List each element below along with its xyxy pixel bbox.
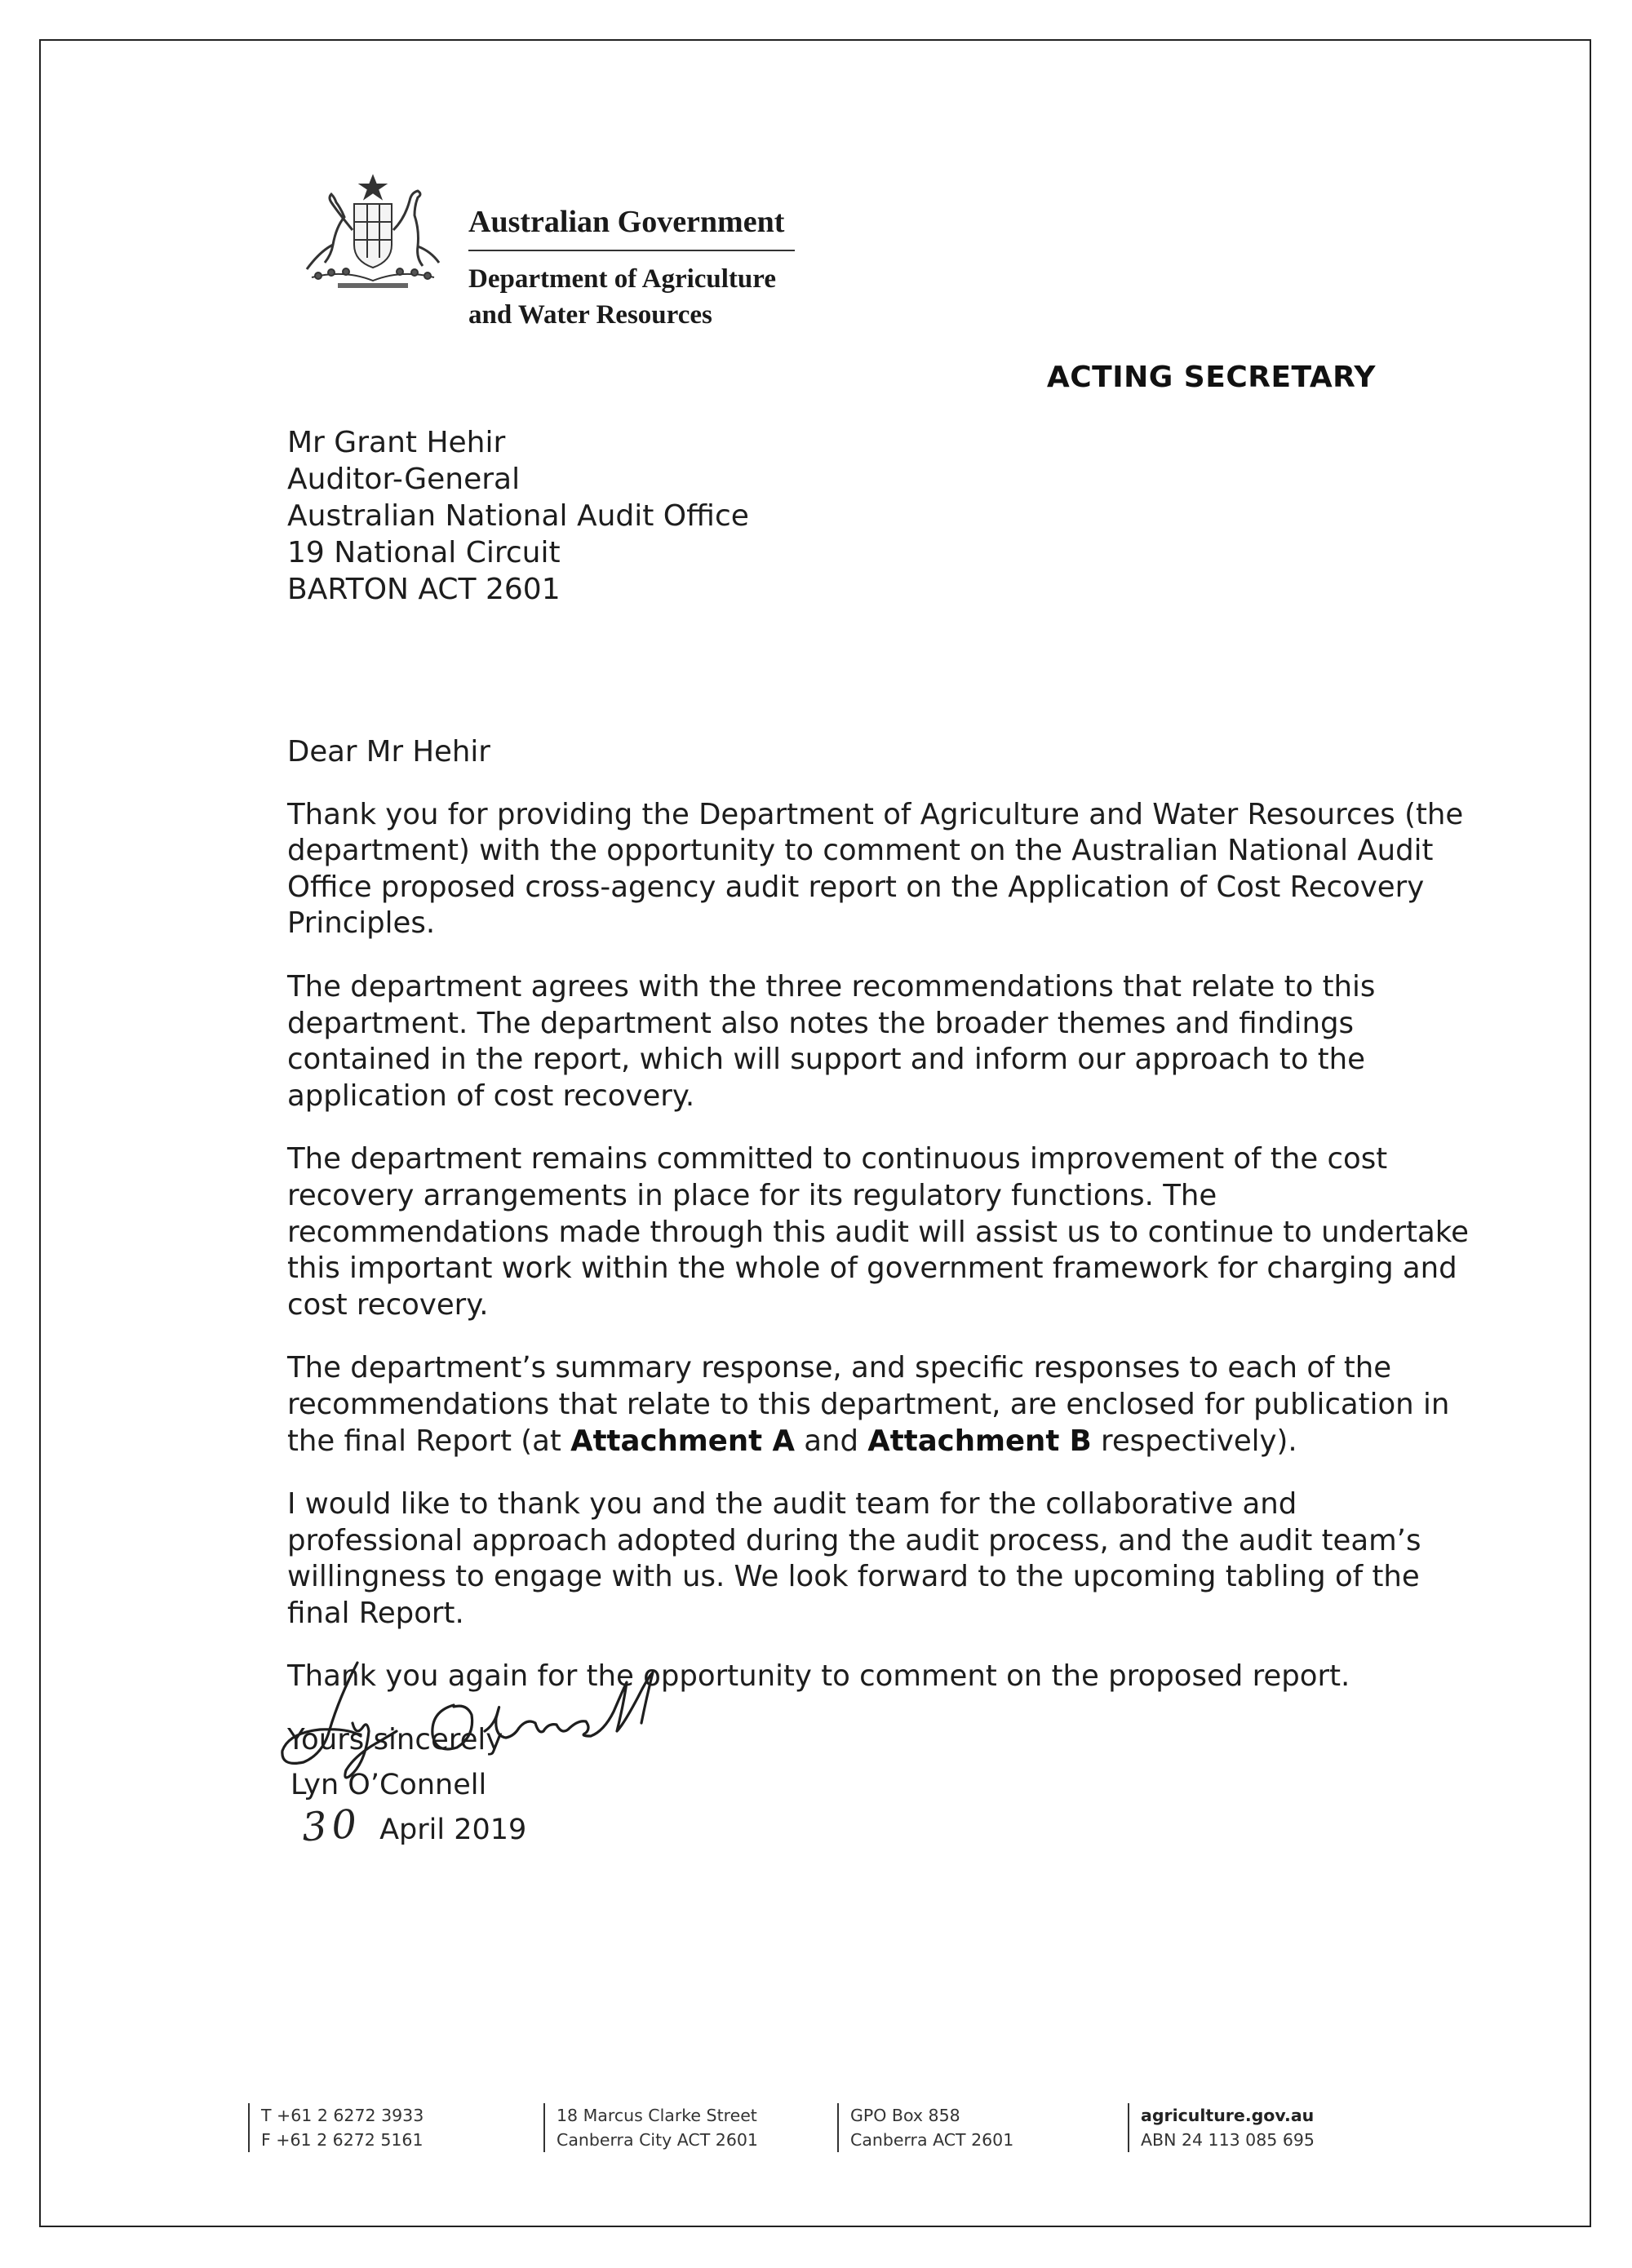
- recipient-address: [287, 424, 749, 608]
- government-title: Australian Government: [468, 205, 785, 239]
- recipient-street: 19 National Circuit: [287, 536, 561, 569]
- handwritten-signature: [261, 1640, 751, 1787]
- paragraph-4-and: and: [794, 1424, 868, 1458]
- closing: Yours sincerely: [287, 1723, 503, 1757]
- footer-postal-city: Canberra ACT 2601: [850, 2130, 1014, 2150]
- paragraph-4-suffix: respectively).: [1091, 1424, 1297, 1458]
- paragraph-6: Thank you again for the opportunity to comment on the proposed report.: [287, 1659, 1350, 1694]
- footer-contact: [248, 2103, 424, 2152]
- footer-postal: GPO Box 858: [850, 2106, 960, 2125]
- recipient-position: Auditor-General: [287, 463, 521, 496]
- footer-street-address: [543, 2103, 758, 2152]
- footer-web: [1128, 2103, 1315, 2152]
- paragraph-4-prefix: The department’s summary response, and specific responses to each of the recommendations that relate to this department, are enclosed for publication in the final Report (at: [287, 1351, 1450, 1458]
- footer-postal-address: [837, 2103, 1013, 2152]
- letter-date: [302, 1803, 526, 1849]
- letterhead-divider: [468, 250, 795, 251]
- department-name-line-2: and Water Resources: [468, 300, 712, 330]
- date-day-handwritten: 30: [300, 1801, 363, 1851]
- recipient-city: BARTON ACT 2601: [287, 573, 561, 606]
- paragraph-5: I would like to thank you and the audit team for the collaborative and professional approach adopted during the audit process, and the audit team’s willingness to engage with us. We look forward to the upcoming tabling of the final Report.: [287, 1487, 1421, 1630]
- recipient-name: Mr Grant Hehir: [287, 426, 506, 459]
- paragraph-3: The department remains committed to continuous improvement of the cost recovery arrangements in place for its regulatory functions. The recommendations made through this audit will assist us to continue to undertake this important work within the whole of government framework for charging and cost recovery.: [287, 1142, 1469, 1322]
- coat-of-arms-icon: [295, 173, 450, 295]
- department-name: [468, 261, 776, 333]
- recipient-office: Australian National Audit Office: [287, 499, 749, 533]
- department-name-line-1: Department of Agriculture: [468, 264, 776, 294]
- footer-website-link[interactable]: agriculture.gov.au: [1141, 2106, 1315, 2125]
- signatory-name: Lyn O’Connell: [290, 1769, 487, 1801]
- date-month-year: April 2019: [379, 1814, 527, 1846]
- footer-street-city: Canberra City ACT 2601: [557, 2130, 758, 2150]
- paragraph-1: Thank you for providing the Department of Agriculture and Water Resources (the department) with the opportunity to comment on the Australian National Audit Office proposed cross-agency audit report on the Application of Cost Recovery Principles.: [287, 797, 1464, 941]
- footer-fax: F +61 2 6272 5161: [261, 2130, 424, 2150]
- attachment-a-ref: Attachment A: [570, 1424, 795, 1458]
- footer-street: 18 Marcus Clarke Street: [557, 2106, 757, 2125]
- footer-abn: ABN 24 113 085 695: [1141, 2130, 1315, 2150]
- letter-body: [287, 734, 1479, 1786]
- footer-phone: T +61 2 6272 3933: [261, 2106, 424, 2125]
- attachment-b-ref: Attachment B: [867, 1424, 1092, 1458]
- role-title: ACTING SECRETARY: [1046, 361, 1376, 394]
- paragraph-4: [287, 1350, 1479, 1460]
- paragraph-2: The department agrees with the three recommendations that relate to this department. The department also notes the broader themes and findings contained in the report, which will support and inform our approach to the application of cost recovery.: [287, 969, 1376, 1113]
- letter-page: [39, 39, 1591, 2227]
- salutation: Dear Mr Hehir: [287, 735, 490, 769]
